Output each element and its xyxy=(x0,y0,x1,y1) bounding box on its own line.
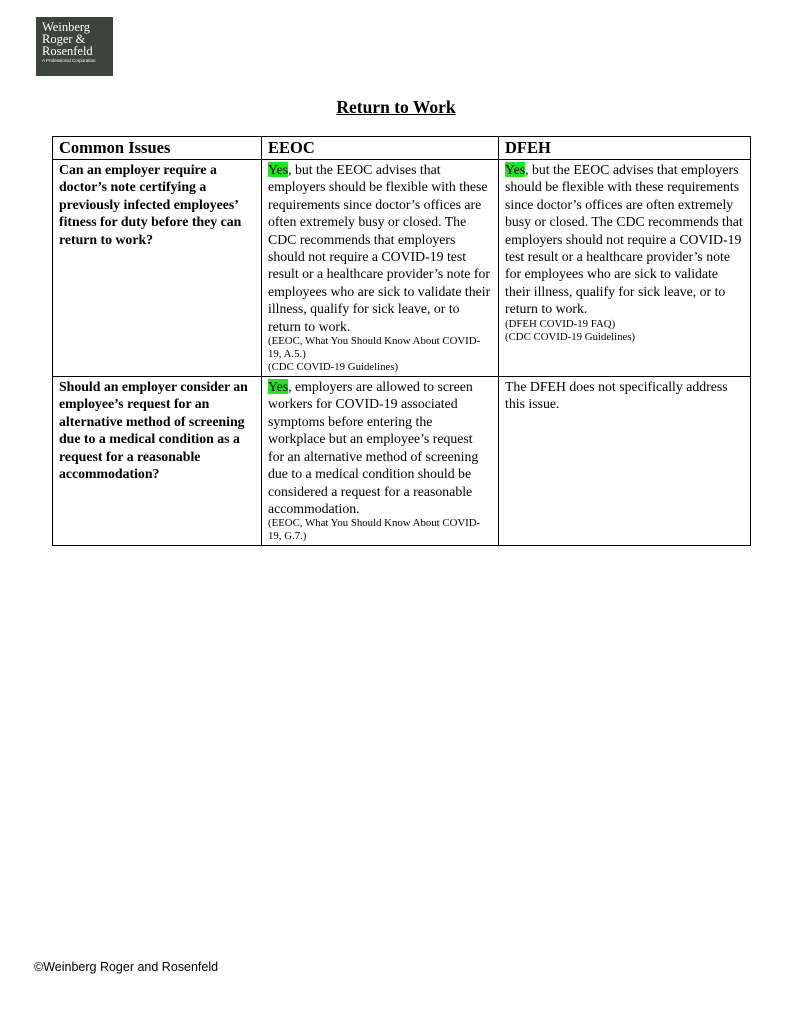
comparison-table xyxy=(52,136,751,546)
dfeh-cell xyxy=(499,160,751,377)
logo-tagline: A Professional Corporation xyxy=(42,58,96,63)
table-row xyxy=(53,377,751,546)
dfeh-cell xyxy=(499,377,751,546)
copyright-footer: ©Weinberg Roger and Rosenfeld xyxy=(34,960,219,974)
page-title: Return to Work xyxy=(336,97,456,117)
header-dfeh: DFEH xyxy=(499,137,751,160)
dfeh-answer-text: The DFEH does not specifically address this issue. xyxy=(505,379,728,412)
table-header-row xyxy=(53,137,751,160)
citation: (CDC COVID-19 Guidelines) xyxy=(268,361,399,374)
issue-cell: Can an employer require a doctor’s note certifying a previously infected employees’ fitness for duty before they can return to work? xyxy=(53,160,262,377)
issue-cell: Should an employer consider an employee’s request for an alternative method of screening due to a medical condition as a request for a reasonable accommodation? xyxy=(53,377,262,546)
yes-highlight: Yes xyxy=(268,162,289,177)
citation: (EEOC, What You Should Know About COVID-19, A.5.) xyxy=(268,335,481,361)
citation: (DFEH COVID-19 FAQ) xyxy=(505,317,616,330)
logo-line-1: Weinberg xyxy=(42,20,91,34)
yes-highlight: Yes xyxy=(505,162,526,177)
eeoc-answer-text: , but the EEOC advises that employers should be flexible with these requirements since doctor’s offices are often extremely busy or closed. The CDC recommends that employers should not require a COVID-19 test result or a healthcare provider’s note for employees who are sick to validate their illness, qualify for sick leave, or to return to work. xyxy=(268,162,491,334)
logo-line-2: Roger & xyxy=(42,32,86,46)
citation: (CDC COVID-19 Guidelines) xyxy=(505,330,636,343)
eeoc-cell xyxy=(262,377,499,546)
header-common-issues: Common Issues xyxy=(53,137,262,160)
yes-highlight: Yes xyxy=(268,379,289,395)
dfeh-answer-text: , but the EEOC advises that employers should be flexible with these requirements since doctor’s offices are often extremely busy or closed. The CDC recommends that employers should not require a COVID-19 test result or a healthcare provider’s note for employees who are sick to validate their illness, qualify for sick leave, or to return to work. xyxy=(505,162,743,317)
citation: (EEOC, What You Should Know About COVID-19, G.7.) xyxy=(268,517,481,543)
firm-logo xyxy=(36,17,113,76)
eeoc-cell xyxy=(262,160,499,377)
logo-line-3: Rosenfeld xyxy=(42,44,93,58)
header-eeoc: EEOC xyxy=(262,137,499,160)
eeoc-answer-text: , employers are allowed to screen workers for COVID-19 associated symptoms before entering the workplace but an employee’s request for an alternative method of screening due to a medical condition should be considered a request for a reasonable accommodation. xyxy=(268,379,479,516)
table-row xyxy=(53,160,751,377)
